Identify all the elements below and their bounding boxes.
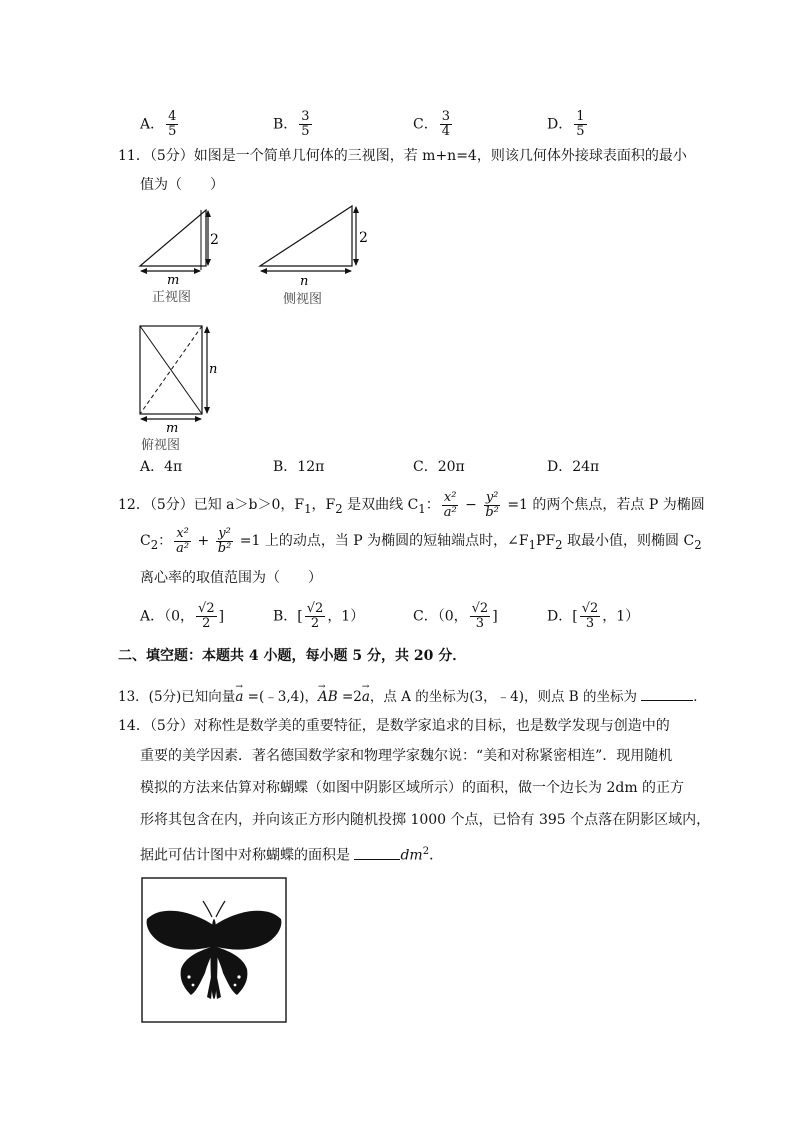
- subscript: 1: [304, 501, 312, 516]
- plus-sign: +: [193, 533, 214, 549]
- denominator: 5: [576, 124, 585, 139]
- q10-options: [140, 106, 700, 140]
- q12-option-b: [273, 602, 364, 631]
- q12-text: C: [140, 533, 151, 549]
- top-view-figure: [136, 322, 226, 434]
- subscript: 2: [335, 501, 343, 516]
- vector-ab: → AB: [318, 687, 338, 707]
- q12-stem-line2: [140, 524, 702, 562]
- numerator: 4: [168, 109, 177, 124]
- option-letter: C．: [413, 116, 438, 133]
- option-fraction: [305, 602, 326, 631]
- q13-text: =2: [337, 689, 362, 705]
- q12-text: ，F: [311, 497, 336, 513]
- q12-stem-line1: [118, 488, 705, 526]
- denominator: 5: [168, 124, 177, 139]
- q14-line2: 重要的美学因素．著名德国数学家和物理学家魏尔说：“美和对称紧密相连”．现用随机: [140, 748, 673, 764]
- q10-option-c: [413, 110, 454, 139]
- option-fraction: [166, 110, 178, 139]
- numerator: √2: [306, 601, 324, 616]
- front-view-caption: 正视图: [152, 290, 192, 305]
- denominator: 3: [585, 616, 595, 631]
- q14-line1: 14．（5分）对称性是数学美的重要特征，是数学家追求的目标，也是数学发现与创造中的: [118, 718, 670, 734]
- q11-option-d: D．24π: [547, 459, 600, 475]
- q12-options: [140, 602, 700, 638]
- q14-line4: 形将其包含在内，并向该正方形内随机投掷 1000 个点，已恰有 395 个点落在阴影区域内，: [140, 812, 711, 828]
- q13-text: ．: [693, 689, 707, 705]
- option-fraction: [196, 602, 217, 631]
- q11-stem-line1: 11．（5分）如图是一个简单几何体的三视图，若 m+n=4，则该几何体外接球表面积的最小: [118, 148, 687, 164]
- option-letter: D．: [547, 116, 573, 133]
- option-fraction: [299, 110, 311, 139]
- q11-stem-line2: 值为（ ）: [140, 177, 224, 193]
- arrowhead: [194, 268, 201, 274]
- top-view-label-m: m: [166, 421, 179, 434]
- denominator: b²: [217, 540, 232, 556]
- q12-option-c: [413, 602, 498, 631]
- numerator: x²: [443, 489, 457, 505]
- denominator: 2: [202, 616, 211, 631]
- side-view-label-n: n: [300, 274, 309, 289]
- option-letter: B．: [273, 116, 298, 133]
- side-view-label-2: 2: [359, 230, 368, 246]
- subscript: 1: [528, 537, 537, 552]
- q11-option-b: B．12π: [273, 459, 325, 475]
- denominator: b²: [485, 504, 499, 520]
- q12-text: =1 的两个焦点，若点 P 为椭圆: [502, 497, 705, 513]
- option-fraction: [440, 110, 452, 139]
- q14-line3: 模拟的方法来估算对称蝴蝶（如图中阴影区域所示）的面积，做一个边长为 2dm 的正方: [140, 780, 685, 796]
- option-text: B．[: [273, 608, 303, 625]
- side-view-figure: [256, 200, 376, 290]
- vector-a: → a: [362, 687, 370, 707]
- option-text: A．（0，: [140, 608, 195, 625]
- numerator: 1: [576, 109, 585, 124]
- arrowhead: [260, 268, 267, 274]
- q13-stem: [118, 686, 707, 707]
- numerator: y²: [218, 525, 231, 541]
- butterfly-figure: [141, 877, 287, 1023]
- front-view-label-2: 2: [210, 232, 219, 248]
- arrowhead: [353, 259, 359, 266]
- q12-text: 12．（5分）已知 a＞b＞0，F: [118, 497, 305, 513]
- section-heading: 二、填空题：本题共 4 小题，每小题 5 分，共 20 分．: [118, 648, 467, 664]
- q12-text: 是双曲线 C: [342, 497, 419, 513]
- arrowhead: [195, 416, 202, 422]
- option-text: ]: [218, 608, 225, 625]
- q12-stem-line3: 离心率的取值范围为（ ）: [140, 570, 322, 586]
- option-fraction: [580, 602, 601, 631]
- ellipse-x-fraction: [174, 527, 191, 556]
- subscript: 2: [555, 537, 563, 552]
- top-view-caption: 俯视图: [141, 438, 181, 453]
- q12-option-a: [140, 602, 224, 631]
- arrowhead: [140, 416, 147, 422]
- denominator: a²: [176, 540, 190, 556]
- denominator: a²: [443, 504, 457, 520]
- option-letter: A．: [140, 116, 165, 133]
- numerator: √2: [581, 601, 599, 616]
- q10-option-d: [547, 110, 589, 139]
- numerator: y²: [485, 489, 499, 505]
- arrowhead: [353, 206, 359, 213]
- q13-text: 13．(5分)已知向量: [118, 689, 236, 705]
- q14-text: ．: [429, 847, 444, 864]
- side-view-triangle: [260, 206, 352, 266]
- subscript: 1: [418, 501, 426, 516]
- q14-line5: [140, 842, 443, 866]
- answer-blank[interactable]: [641, 686, 693, 701]
- denominator: 3: [475, 616, 485, 631]
- q12-text: PF: [536, 533, 556, 549]
- denominator: 5: [301, 124, 310, 139]
- q12-text: =1 上的动点，当 P 为椭圆的短轴端点时，∠F: [235, 533, 529, 549]
- arrowhead: [140, 268, 147, 274]
- q12-text: 取最小值，则椭圆 C: [562, 533, 695, 549]
- superscript: 2: [422, 846, 430, 857]
- unit-text: dm: [400, 847, 423, 864]
- numerator: 3: [301, 109, 310, 124]
- front-view-label-m: m: [167, 273, 180, 284]
- option-fraction: [470, 602, 491, 631]
- numerator: 3: [441, 109, 450, 124]
- numerator: √2: [471, 601, 489, 616]
- option-text: C．（0，: [413, 608, 468, 625]
- side-view-caption: 侧视图: [283, 292, 323, 307]
- q12-option-d: [547, 602, 639, 631]
- q13-text: =(﹣3,4)，: [243, 689, 318, 705]
- q13-text: ，点 A 的坐标为(3，﹣4)，则点 B 的坐标为: [369, 689, 642, 705]
- arrowhead: [204, 326, 210, 333]
- front-view-triangle: [140, 210, 206, 266]
- subscript: 2: [150, 537, 159, 552]
- front-view-figure: [136, 204, 226, 284]
- hyperbola-x-fraction: [442, 491, 459, 520]
- numerator: x²: [176, 525, 189, 541]
- option-text: ，1）: [602, 608, 640, 625]
- q11-option-a: A．4π: [140, 459, 183, 475]
- option-text: D．[: [547, 608, 578, 625]
- ellipse-y-fraction: [216, 527, 234, 556]
- numerator: √2: [198, 601, 215, 616]
- q14-text: 据此可估计图中对称蝴蝶的面积是: [140, 847, 355, 864]
- hyperbola-y-fraction: [483, 491, 501, 520]
- top-view-label-n: n: [209, 362, 218, 377]
- arrowhead: [345, 268, 352, 274]
- option-text: ]: [492, 608, 498, 625]
- q10-option-b: [273, 110, 314, 139]
- q11-option-c: C．20π: [413, 459, 465, 475]
- vector-a: → a: [235, 687, 243, 707]
- subscript: 2: [694, 537, 702, 552]
- q10-option-a: [140, 110, 180, 139]
- arrowhead: [204, 407, 210, 414]
- option-text: ，1）: [327, 608, 365, 625]
- answer-blank[interactable]: [354, 845, 400, 860]
- option-fraction: [574, 110, 586, 139]
- denominator: 2: [310, 616, 320, 631]
- denominator: 4: [441, 124, 450, 139]
- q12-text: ：: [425, 497, 440, 513]
- q12-text: ：: [158, 533, 173, 549]
- minus-sign: −: [460, 497, 482, 513]
